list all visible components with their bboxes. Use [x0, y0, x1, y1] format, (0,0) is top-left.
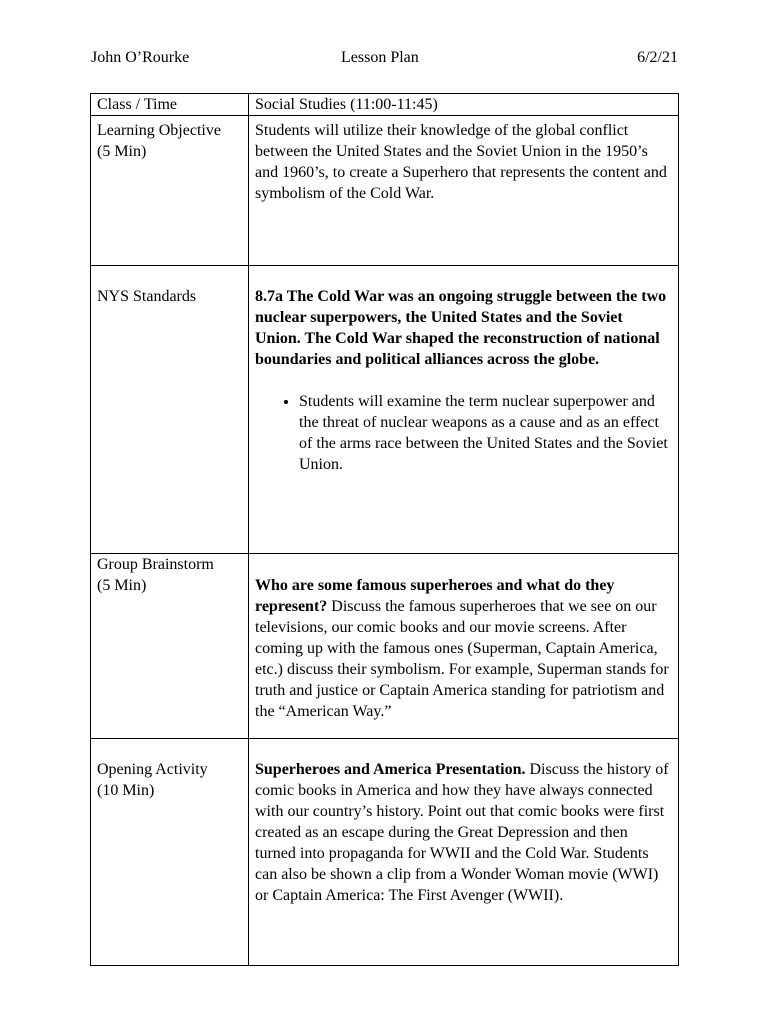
opening-activity-label-duration: (10 Min) [97, 782, 155, 799]
document-date: 6/2/21 [637, 49, 678, 66]
opening-activity-label-title: Opening Activity [97, 761, 208, 778]
group-brainstorm-paragraph [255, 554, 672, 722]
nys-standards-content [249, 266, 679, 554]
standards-bullet-list [255, 391, 672, 475]
standard-text-line2: Union. The Cold War shaped the reconstruction of national boundaries and political alliances across the globe. [255, 330, 660, 368]
learning-objective-content: Students will utilize their knowledge of the global conflict between the United States and the Soviet Union in the 1950’s and 1960’s, to create a Superhero that represents the content and symbolism of the Cold War. [249, 116, 679, 266]
author-name: John O’Rourke [91, 49, 190, 66]
opening-activity-label [91, 739, 249, 966]
group-brainstorm-label-title: Group Brainstorm [97, 556, 214, 573]
learning-objective-label-title: Learning Objective [97, 122, 221, 139]
table-row-group-brainstorm [91, 554, 679, 739]
brainstorm-question: Who are some famous superheroes and what do they represent? [255, 577, 615, 615]
group-brainstorm-label [91, 554, 249, 739]
class-time-content: Social Studies (11:00-11:45) [249, 94, 679, 116]
lesson-plan-table [90, 93, 679, 966]
opening-activity-content [249, 739, 679, 966]
brainstorm-description: Discuss the famous superheroes that we see on our televisions, our comic books and our movie screens. After coming up with the famous ones (Superman, Captain America, etc.) discuss their symbolism. For example, Superman stands for truth and justice or Captain America standing for patriotism and the “American Way.” [255, 598, 669, 720]
table-row-class-time [91, 94, 679, 116]
table-row-opening-activity [91, 739, 679, 966]
standard-text-line1: 8.7a The Cold War was an ongoing struggle between the two nuclear superpowers, the United States and the Soviet [255, 288, 667, 326]
learning-objective-label [91, 116, 249, 266]
list-item: • Students will examine the term nuclear superpower and the threat of nuclear weapons as a cause and as an effect of the arms race between the United States and the Soviet Union. [299, 391, 672, 475]
table-row-nys-standards [91, 266, 679, 554]
opening-activity-title: Superheroes and America Presentation. [255, 761, 526, 778]
table-row-learning-objective [91, 116, 679, 266]
class-time-label: Class / Time [91, 94, 249, 116]
group-brainstorm-label-duration: (5 Min) [97, 577, 147, 594]
document-title: Lesson Plan [341, 49, 419, 66]
nys-standards-label: NYS Standards [91, 266, 249, 554]
page-header [91, 47, 678, 69]
opening-activity-description: Discuss the history of comic books in America and how they have always connected with our country’s history. Point out that comic books were first created as an escape during the Great Depression and then turned into propaganda for WWII and the Cold War. Students can also be shown a clip from a Wonder Woman movie (WWI) or Captain America: The First Avenger (WWII). [255, 761, 669, 904]
group-brainstorm-content [249, 554, 679, 739]
learning-objective-label-duration: (5 Min) [97, 143, 147, 160]
